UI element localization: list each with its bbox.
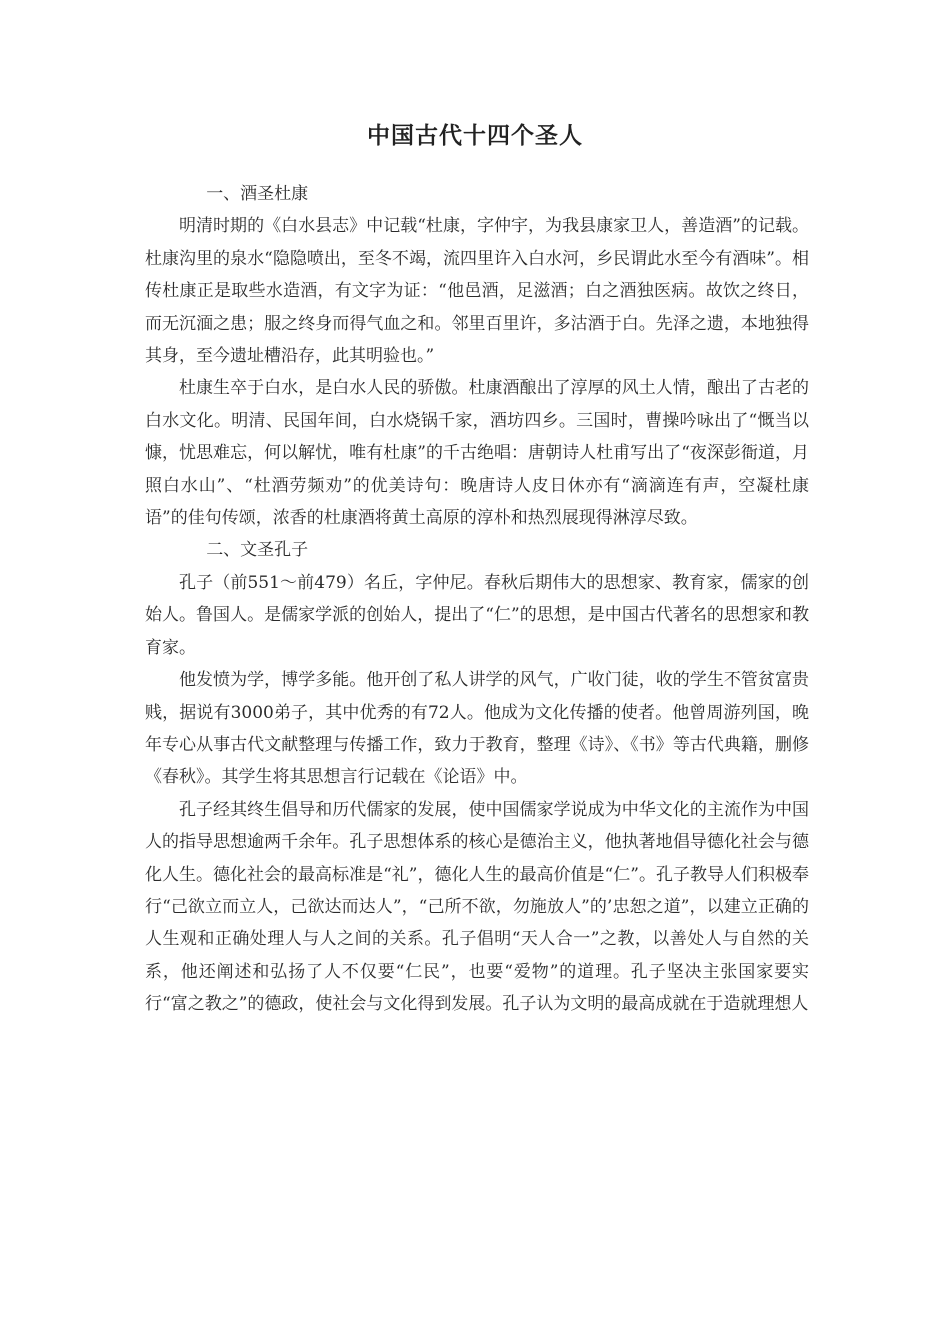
paragraph: 杜康生卒于白水，是白水人民的骄傲。杜康酒酿出了淳厚的风土人情，酿出了古老的白水文化。明清、民国年间，白水烧锅千家，酒坊四乡。三国时，曹操吟咏出了“慨当以慷，忧思难忘，何以解忧，唯有杜康”的千古绝唱：唐朝诗人杜甫写出了“夜深彭衙道，月照白水山”、“杜酒劳频劝”的优美诗句：晚唐诗人皮日休亦有“滴滴连有声，空凝杜康语”的佳句传颂，浓香的杜康酒将黄土高原的淳朴和热烈展现得淋淳尽致。 (145, 378, 809, 529)
paragraph: 明清时期的《白水县志》中记载“杜康，字仲宇，为我县康家卫人，善造酒”的记载。杜康沟里的泉水“隐隐喷出，至冬不竭，流四里许入白水河，乡民谓此水至今有酒味”。相传杜康正是取些水造酒，有文字为证：“他邑酒，足滋酒；白之酒独医病。故饮之终日，而无沉湎之患；服之终身而得气血之和。邻里百里许，多沽酒于白。先泽之遗，本地独得其身，至今遗址槽沿存，此其明验也。” (145, 216, 809, 367)
paragraph: 他发愤为学，博学多能。他开创了私人讲学的风气，广收门徒，收的学生不管贫富贵贱，据说有3000弟子，其中优秀的有72人。他成为文化传播的使者。他曾周游列国，晚年专心从事古代文献整理与传播工作，致力于教育，整理《诗》、《书》等古代典籍，删修《春秋》。其学生将其思想言行记载在《论语》中。 (145, 670, 809, 788)
paragraph: 孔子经其终生倡导和历代儒家的发展，使中国儒家学说成为中华文化的主流作为中国人的指导思想逾两千余年。孔子思想体系的核心是德治主义，他执著地倡导德化社会与德化人生。德化社会的最高标准是“礼”，德化人生的最高价值是“仁”。孔子教导人们积极奉行“己欲立而立人，己欲达而达人”，“己所不欲，勿施放人”的’忠恕之道”，以建立正确的人生观和正确处理人与人之间的关系。孔子倡明“天人合一”之教，以善处人与自然的关系，他还阐述和弘扬了人不仅要“仁民”，也要“爱物”的道理。孔子坚决主张国家要实行“富之教之”的德政，使社会与文化得到发展。孔子认为文明的最高成就在于造就理想人 (145, 799, 809, 1015)
document-body (145, 178, 809, 1021)
paragraph: 孔子（前551～前479）名丘，字仲尼。春秋后期伟大的思想家、教育家，儒家的创始人。鲁国人。是儒家学派的创始人，提出了“仁”的思想，是中国古代著名的思想家和教育家。 (145, 572, 809, 658)
section-heading: 二、文圣孔子 (206, 540, 309, 561)
section-heading: 一、酒圣杜康 (206, 184, 309, 204)
document-title: 中国古代十四个圣人 (367, 123, 583, 149)
